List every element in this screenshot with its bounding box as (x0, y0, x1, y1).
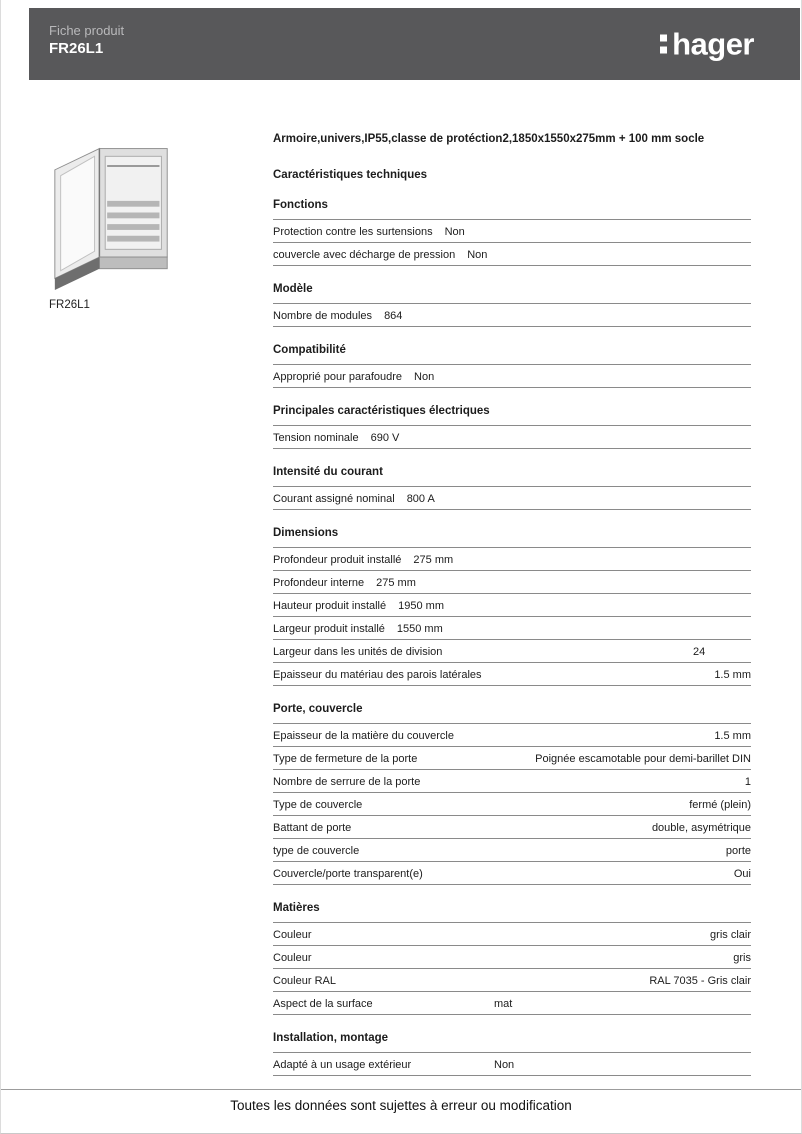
spec-label: Profondeur interne (273, 577, 365, 589)
spec-value: gris clair (710, 929, 751, 941)
spec-value: Poignée escamotable pour demi-barillet DIN (535, 753, 751, 765)
spec-value: RAL 7035 - Gris clair (649, 975, 751, 987)
spec-row (273, 969, 751, 992)
spec-section-title: Caractéristiques techniques (273, 169, 428, 181)
doc-type-label: Fiche produit (49, 23, 125, 38)
spec-value: Non (444, 226, 465, 238)
spec-value: 864 (384, 310, 403, 322)
spec-row (273, 243, 751, 266)
spec-panel (273, 132, 751, 1076)
product-code: FR26L1 (49, 40, 104, 57)
spec-label: Largeur dans les unités de division (273, 646, 443, 658)
spec-row (273, 571, 751, 594)
product-title: Armoire,univers,IP55,classe de protéction2,1850x1550x275mm + 100 mm socle (273, 133, 705, 145)
spec-label: Couleur (273, 952, 312, 964)
spec-label: Couleur (273, 929, 312, 941)
spec-row (273, 220, 751, 243)
spec-row (273, 640, 751, 663)
spec-value: Non (414, 371, 435, 383)
product-image-panel (49, 135, 209, 311)
spec-label: Aspect de la surface (273, 998, 373, 1010)
spec-value: 24 (693, 646, 706, 658)
spec-label: Type de fermeture de la porte (273, 753, 418, 765)
product-photo (49, 135, 175, 290)
spec-row (273, 594, 751, 617)
spec-value: 690 V (370, 432, 400, 444)
spec-row (273, 1053, 751, 1076)
footer-note: Toutes les données sont sujettes à erreur ou modification (1, 1089, 801, 1133)
spec-label: Approprié pour parafoudre (273, 371, 403, 383)
spec-value: 800 A (406, 493, 435, 505)
spec-row (273, 548, 751, 571)
spec-value: Non (494, 1059, 515, 1071)
spec-value: 275 mm (376, 577, 416, 589)
section-heading: Installation, montage (273, 1031, 751, 1053)
spec-row (273, 304, 751, 327)
spec-value: mat (494, 998, 513, 1010)
spec-row (273, 365, 751, 388)
section-heading: Porte, couvercle (273, 702, 751, 724)
spec-label: couvercle avec décharge de pression (273, 249, 456, 261)
spec-row (273, 770, 751, 793)
spec-row (273, 617, 751, 640)
spec-label: Largeur produit installé (273, 623, 385, 635)
spec-label: Epaisseur du matériau des parois latérales (273, 669, 482, 681)
spec-value: Oui (733, 868, 751, 880)
section-heading: Dimensions (273, 526, 751, 548)
spec-value: 1950 mm (398, 600, 444, 612)
spec-label: Nombre de modules (273, 310, 373, 322)
spec-row (273, 946, 751, 969)
spec-value: 1.5 mm (714, 730, 751, 742)
section-heading: Fonctions (273, 198, 751, 220)
spec-label: type de couvercle (273, 845, 360, 857)
section-heading: Intensité du courant (273, 465, 751, 487)
logo-text: hager (672, 26, 754, 62)
spec-label: Tension nominale (273, 432, 359, 444)
spec-row (273, 839, 751, 862)
spec-row (273, 816, 751, 839)
spec-value: porte (725, 845, 751, 857)
hager-logo (660, 26, 754, 62)
spec-label: Couleur RAL (273, 975, 336, 987)
spec-value: 1550 mm (396, 623, 443, 635)
spec-value: Non (467, 249, 488, 261)
spec-label: Courant assigné nominal (273, 493, 395, 505)
spec-row (273, 992, 751, 1015)
spec-row (273, 487, 751, 510)
spec-row (273, 663, 751, 686)
section-heading: Matières (273, 901, 751, 923)
spec-label: Adapté à un usage extérieur (273, 1059, 412, 1071)
spec-sections (273, 198, 751, 1076)
spec-row (273, 724, 751, 747)
spec-label: Protection contre les surtensions (273, 226, 433, 238)
spec-label: Nombre de serrure de la porte (273, 776, 421, 788)
section-heading: Compatibilité (273, 343, 751, 365)
spec-row (273, 426, 751, 449)
section-heading: Principales caractéristiques électriques (273, 404, 751, 426)
spec-label: Hauteur produit installé (273, 600, 387, 612)
spec-label: Couvercle/porte transparent(e) (273, 868, 423, 880)
spec-label: Battant de porte (273, 822, 352, 834)
spec-row (273, 793, 751, 816)
spec-value: gris (733, 952, 751, 964)
spec-row (273, 862, 751, 885)
spec-label: Profondeur produit installé (273, 554, 402, 566)
spec-value: 1.5 mm (714, 669, 751, 681)
image-caption: FR26L1 (49, 299, 90, 311)
logo-colon-icon (660, 35, 667, 54)
header-bar (29, 8, 800, 80)
spec-value: fermé (plein) (689, 799, 751, 811)
spec-value: 1 (744, 776, 751, 788)
spec-label: Type de couvercle (273, 799, 363, 811)
spec-value: 275 mm (413, 554, 454, 566)
spec-label: Epaisseur de la matière du couvercle (273, 730, 454, 742)
header-text (49, 23, 124, 58)
spec-value: double, asymétrique (651, 822, 751, 834)
spec-row (273, 923, 751, 946)
section-heading: Modèle (273, 282, 751, 304)
spec-row (273, 747, 751, 770)
